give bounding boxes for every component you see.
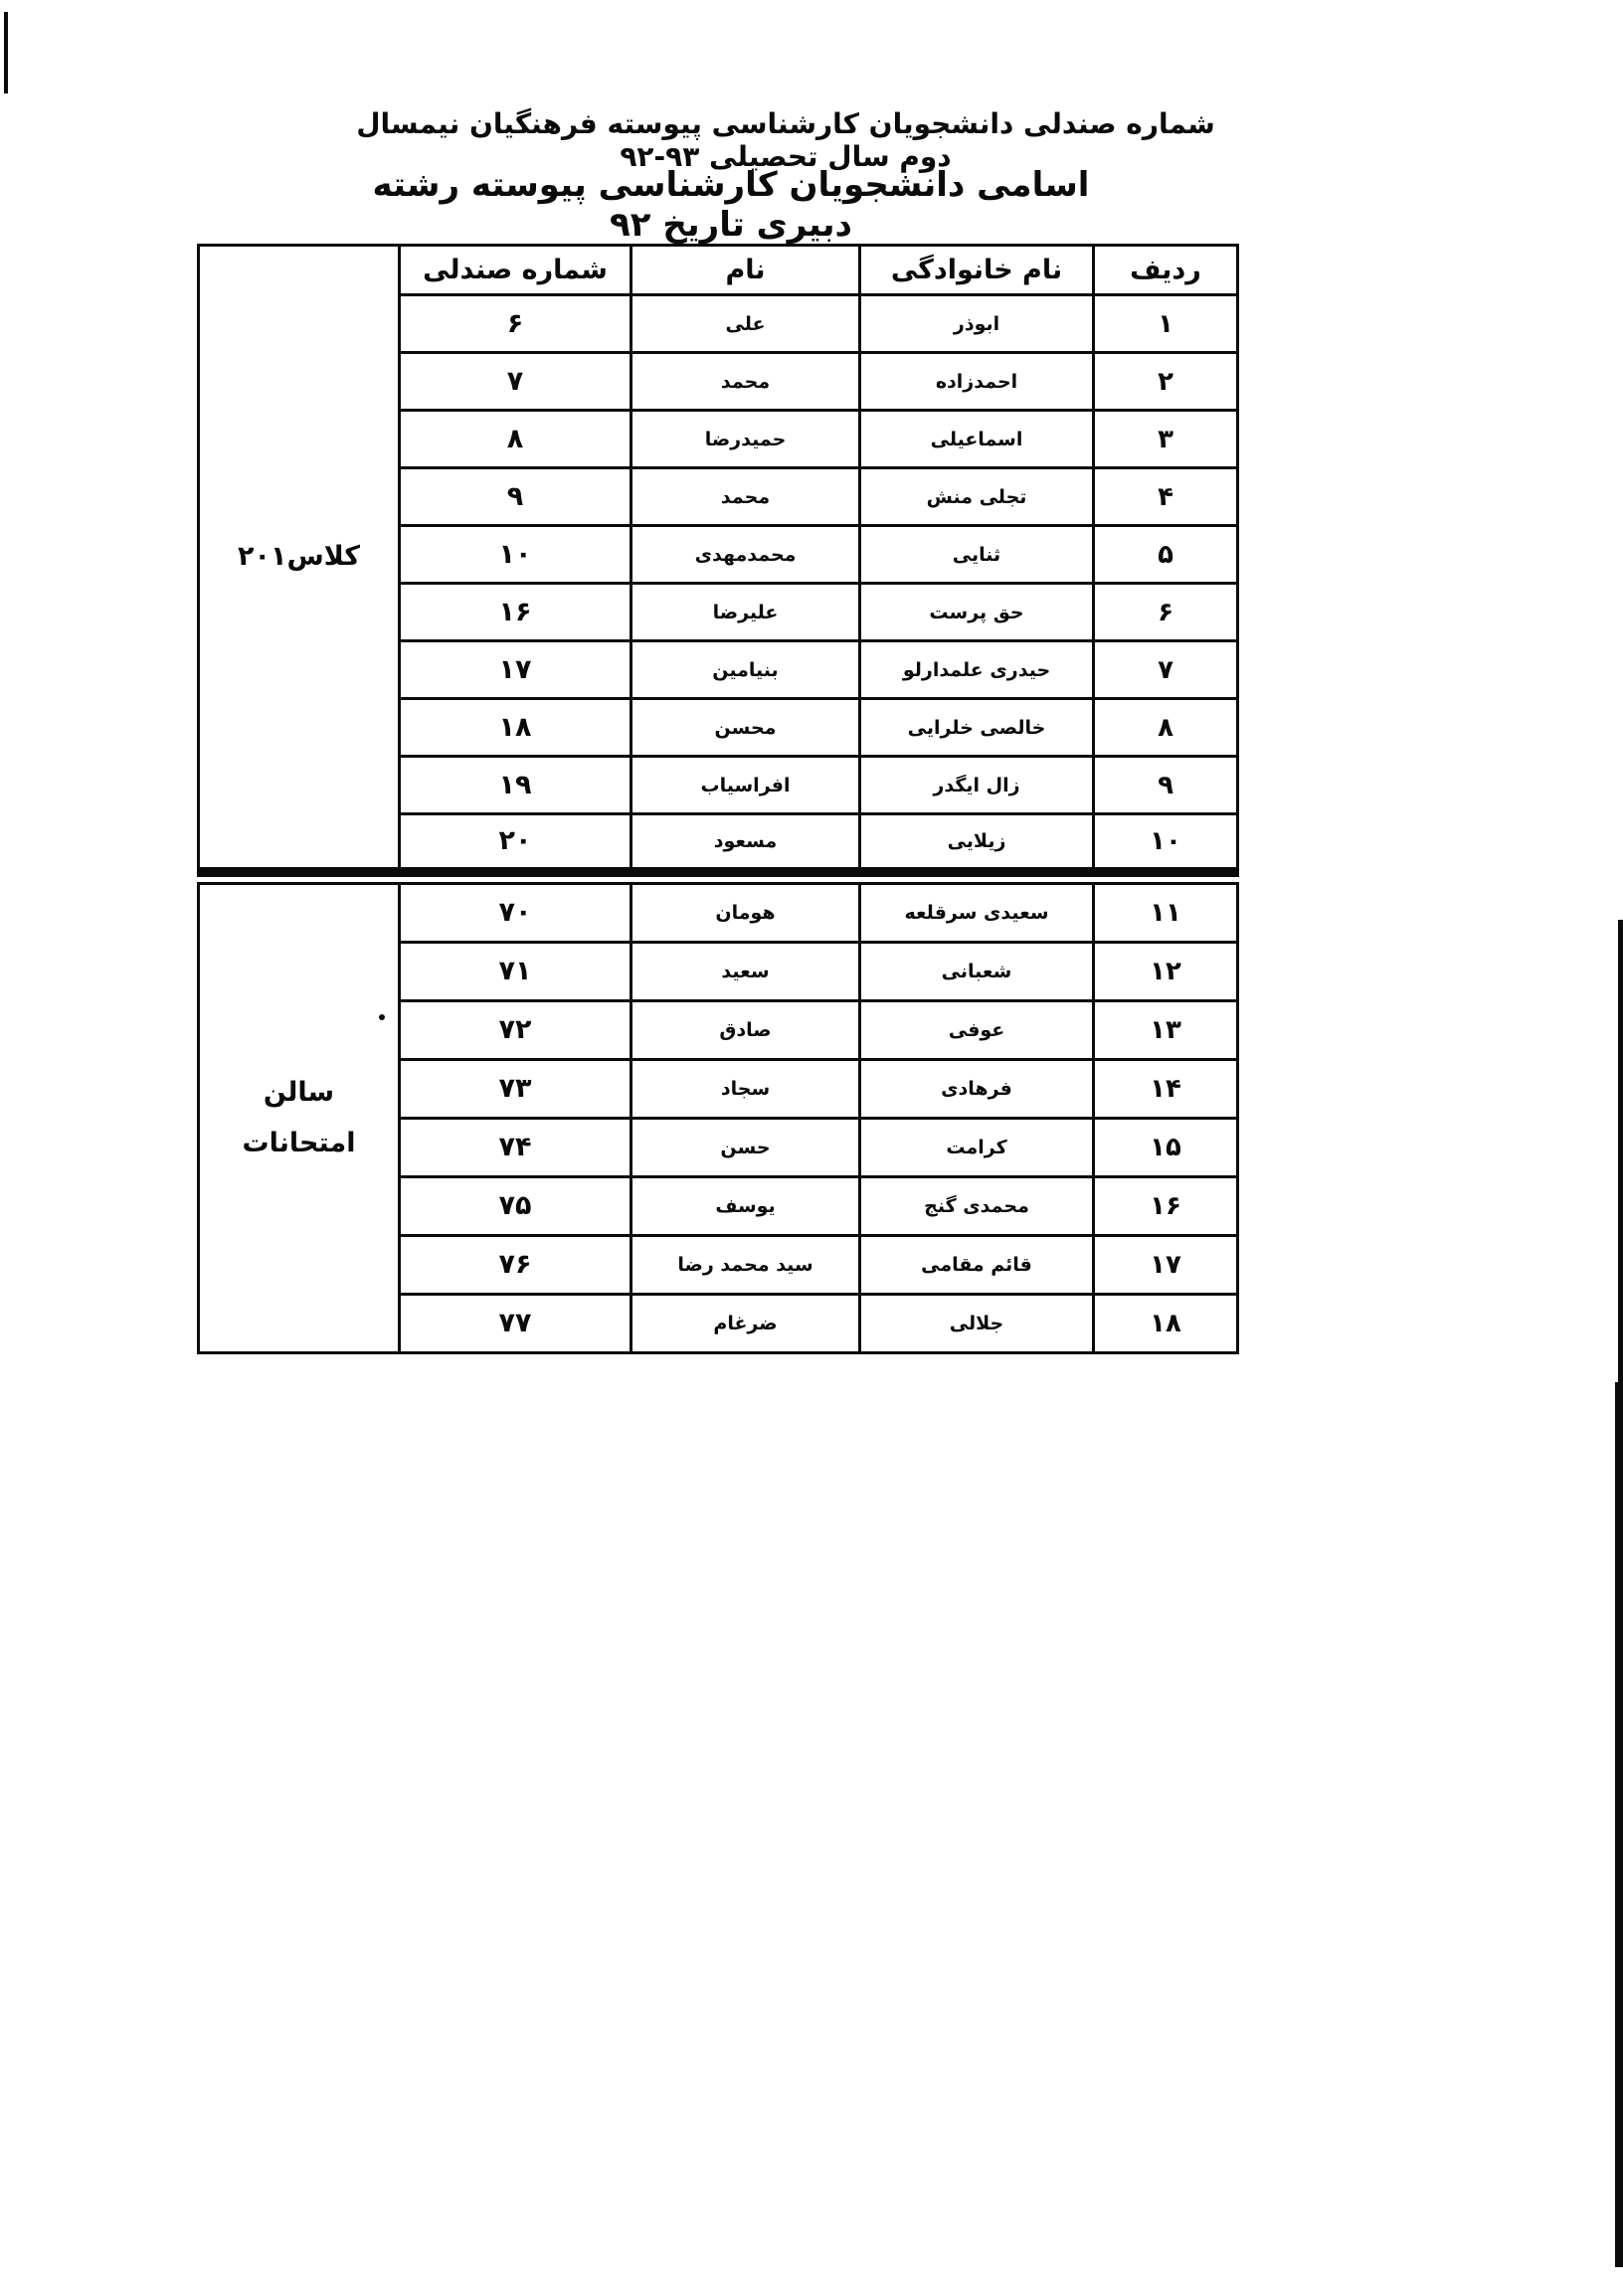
family-name-cell: حیدری علمدارلو <box>860 641 1094 699</box>
header-family-name: نام خانوادگی <box>860 246 1094 295</box>
first-name-cell: محمد <box>631 468 860 526</box>
first-name-cell: صادق <box>631 1000 860 1059</box>
family-name-cell: تجلی منش <box>860 468 1094 526</box>
radif-cell: ۱۶ <box>1094 1176 1238 1235</box>
radif-cell: ۱۳ <box>1094 1000 1238 1059</box>
radif-cell: ۶ <box>1094 584 1238 641</box>
seating-table-block-2 <box>197 882 1239 1354</box>
location-label: کلاس۲۰۱ <box>238 541 360 573</box>
family-name-cell: جلالی <box>860 1294 1094 1352</box>
seat-number-cell: ۷۲ <box>400 1000 631 1059</box>
first-name-cell: یوسف <box>631 1176 860 1235</box>
family-name-cell: شعبانی <box>860 942 1094 1000</box>
header-radif: ردیف <box>1094 246 1238 295</box>
radif-cell: ۴ <box>1094 468 1238 526</box>
family-name-cell: سعیدی سرقلعه <box>860 883 1094 942</box>
seat-number-cell: ۱۹ <box>400 757 631 814</box>
family-name-cell: احمدزاده <box>860 353 1094 411</box>
radif-cell: ۱۰ <box>1094 814 1238 872</box>
radif-cell: ۱۴ <box>1094 1059 1238 1118</box>
radif-cell: ۱۸ <box>1094 1294 1238 1352</box>
location-cell-exam-hall <box>199 883 400 1352</box>
seating-table <box>197 244 1239 1354</box>
radif-cell: ۱ <box>1094 295 1238 353</box>
document-title-line2: اسامی دانشجویان کارشناسی پیوسته رشته دبیری تاریخ ۹۲ <box>372 165 1090 245</box>
first-name-cell: سعید <box>631 942 860 1000</box>
seat-number-cell: ۹ <box>400 468 631 526</box>
family-name-cell: فرهادی <box>860 1059 1094 1118</box>
seat-number-cell: ۷۵ <box>400 1176 631 1235</box>
first-name-cell: محمدمهدی <box>631 526 860 584</box>
seat-number-cell: ۷۱ <box>400 942 631 1000</box>
family-name-cell: قائم مقامی <box>860 1235 1094 1294</box>
seat-number-cell: ۷۳ <box>400 1059 631 1118</box>
scan-artifact-top-left-line <box>4 12 8 93</box>
first-name-cell: سید محمد رضا <box>631 1235 860 1294</box>
seat-number-cell: ۷۷ <box>400 1294 631 1352</box>
first-name-cell: هومان <box>631 883 860 942</box>
first-name-cell: محمد <box>631 353 860 411</box>
radif-cell: ۱۵ <box>1094 1118 1238 1176</box>
table-header-row <box>199 246 1238 295</box>
first-name-cell: مسعود <box>631 814 860 872</box>
family-name-cell: زال ایگدر <box>860 757 1094 814</box>
radif-cell: ۳ <box>1094 411 1238 468</box>
scan-artifact-right-edge-thick <box>1615 1382 1623 2267</box>
location-cell-class-201 <box>199 246 400 872</box>
seating-table-block-1 <box>197 244 1239 877</box>
location-label-line1: سالن <box>263 1076 335 1108</box>
seat-number-cell: ۶ <box>400 295 631 353</box>
location-label-line2: امتحانات <box>242 1128 356 1158</box>
seat-number-cell: ۱۶ <box>400 584 631 641</box>
family-name-cell: خالصی خلرایی <box>860 699 1094 757</box>
seat-number-cell: ۷۰ <box>400 883 631 942</box>
first-name-cell: محسن <box>631 699 860 757</box>
seat-number-cell: ۷۴ <box>400 1118 631 1176</box>
family-name-cell: کرامت <box>860 1118 1094 1176</box>
family-name-cell: حق پرست <box>860 584 1094 641</box>
seat-number-cell: ۱۸ <box>400 699 631 757</box>
header-first-name: نام <box>631 246 860 295</box>
radif-cell: ۲ <box>1094 353 1238 411</box>
seat-number-cell: ۸ <box>400 411 631 468</box>
seat-number-cell: ۷ <box>400 353 631 411</box>
radif-cell: ۱۷ <box>1094 1235 1238 1294</box>
radif-cell: ۱۱ <box>1094 883 1238 942</box>
first-name-cell: علیرضا <box>631 584 860 641</box>
header-seat-number: شماره صندلی <box>400 246 631 295</box>
family-name-cell: عوفی <box>860 1000 1094 1059</box>
seat-number-cell: ۱۰ <box>400 526 631 584</box>
first-name-cell: افراسیاب <box>631 757 860 814</box>
family-name-cell: ابوذر <box>860 295 1094 353</box>
family-name-cell: زیلایی <box>860 814 1094 872</box>
seat-number-cell: ۷۶ <box>400 1235 631 1294</box>
document-title-line1: شماره صندلی دانشجویان کارشناسی پیوسته فرهنگیان نیمسال دوم سال تحصیلی ۹۳-۹۲ <box>356 107 1215 173</box>
first-name-cell: بنیامین <box>631 641 860 699</box>
first-name-cell: ضرغام <box>631 1294 860 1352</box>
radif-cell: ۷ <box>1094 641 1238 699</box>
table-row <box>199 883 1238 942</box>
first-name-cell: حمیدرضا <box>631 411 860 468</box>
first-name-cell: سجاد <box>631 1059 860 1118</box>
scan-artifact-right-edge-thin <box>1618 920 1623 1382</box>
first-name-cell: علی <box>631 295 860 353</box>
radif-cell: ۱۲ <box>1094 942 1238 1000</box>
family-name-cell: محمدی گنج <box>860 1176 1094 1235</box>
first-name-cell: حسن <box>631 1118 860 1176</box>
radif-cell: ۹ <box>1094 757 1238 814</box>
seat-number-cell: ۲۰ <box>400 814 631 872</box>
seat-number-cell: ۱۷ <box>400 641 631 699</box>
radif-cell: ۸ <box>1094 699 1238 757</box>
family-name-cell: ثنایی <box>860 526 1094 584</box>
radif-cell: ۵ <box>1094 526 1238 584</box>
family-name-cell: اسماعیلی <box>860 411 1094 468</box>
